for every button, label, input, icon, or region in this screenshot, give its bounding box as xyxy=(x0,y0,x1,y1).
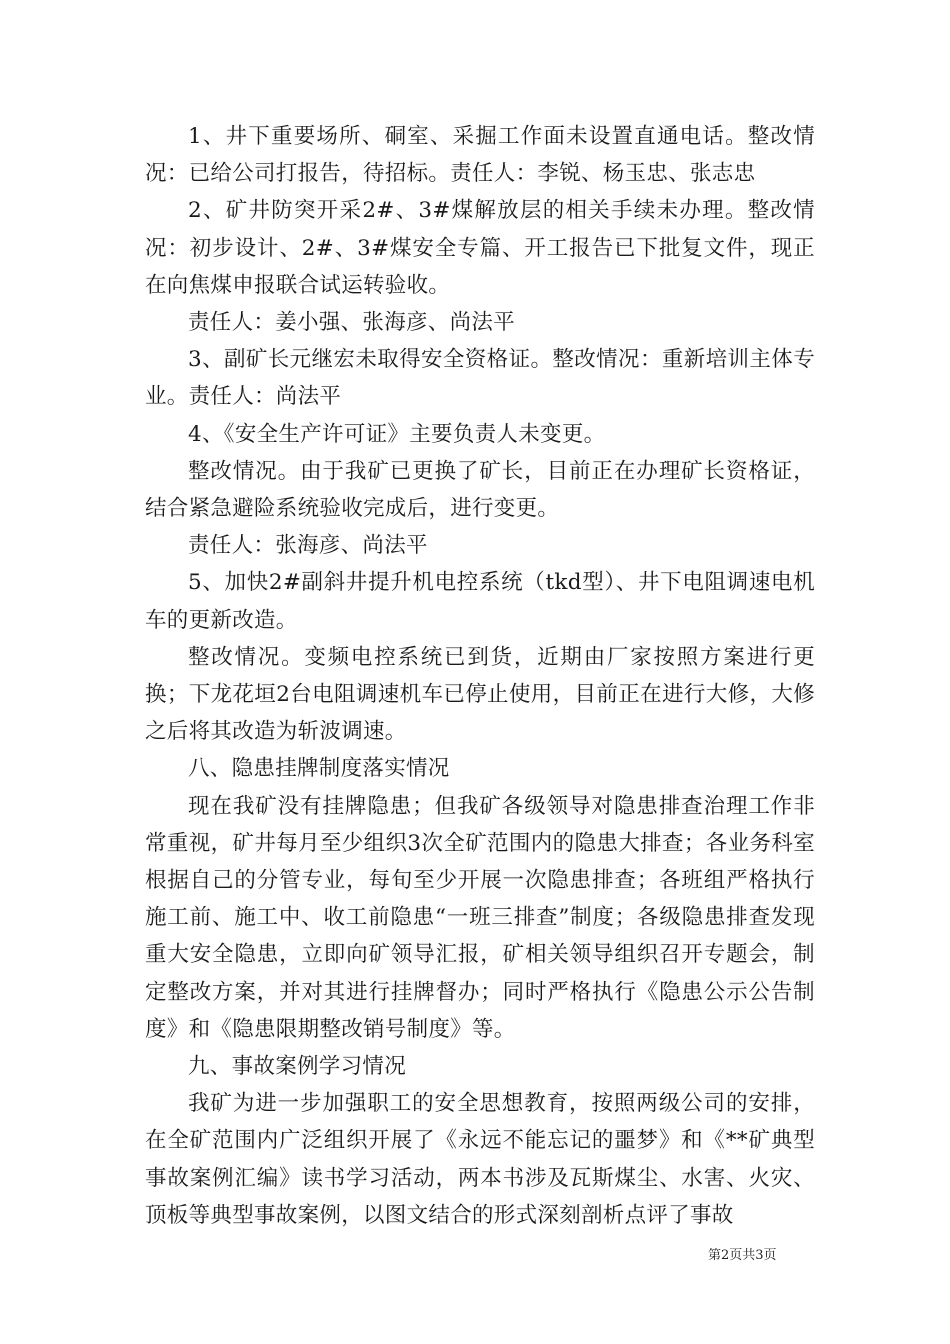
paragraph-rectification-4: 整改情况。由于我矿已更换了矿长，目前正在办理矿长资格证，结合紧急避险系统验收完成后，进行变更。 xyxy=(145,458,815,522)
paragraph-responsible-2: 责任人：姜小强、张海彦、尚法平 xyxy=(188,310,516,336)
section-heading-8: 八、隐患挂牌制度落实情况 xyxy=(188,756,450,782)
paragraph-item-2: 2、矿井防突开采2#、3#煤解放层的相关手续未办理。整改情况：初步设计、2#、3#煤安全专篇、开工报告已下批复文件，现正在向焦煤申报联合试运转验收。 xyxy=(145,198,815,298)
document-body xyxy=(145,118,815,1234)
paragraph-item-4: 4、《安全生产许可证》主要负责人未变更。 xyxy=(188,421,606,447)
paragraph-item-1: 1、井下重要场所、硐室、采掘工作面未设置直通电话。整改情况：已给公司打报告，待招标。责任人：李锐、杨玉忠、张志忠 xyxy=(145,124,815,187)
paragraph-responsible-4: 责任人：张海彦、尚法平 xyxy=(188,533,428,559)
paragraph-rectification-5: 整改情况。变频电控系统已到货，近期由厂家按照方案进行更换；下龙花垣2台电阻调速机车已停止使用，目前正在进行大修，大修之后将其改造为斩波调速。 xyxy=(145,644,815,745)
section-heading-9: 九、事故案例学习情况 xyxy=(188,1054,407,1080)
paragraph-case-study: 我矿为进一步加强职工的安全思想教育，按照两级公司的安排，在全矿范围内广泛组织开展了《永远不能忘记的噩梦》和《**矿典型事故案例汇编》读书学习活动，两本书涉及瓦斯煤尘、水害、火灾、顶板等典型事故案例，以图文结合的形式深刻剖析点评了事故 xyxy=(145,1091,815,1228)
paragraph-hazard-tagging: 现在我矿没有挂牌隐患；但我矿各级领导对隐患排查治理工作非常重视，矿井每月至少组织3次全矿范围内的隐患大排查；各业务科室根据自己的分管专业，每旬至少开展一次隐患排查；各班组严格执行施工前、施工中、收工前隐患“一班三排查”制度；各级隐患排查发现重大安全隐患，立即向矿领导汇报，矿相关领导组织召开专题会，制定整改方案，并对其进行挂牌督办；同时严格执行《隐患公示公告制度》和《隐患限期整改销号制度》等。 xyxy=(145,793,815,1042)
paragraph-item-3: 3、副矿长元继宏未取得安全资格证。整改情况：重新培训主体专业。责任人：尚法平 xyxy=(145,347,815,410)
paragraph-item-5: 5、加快2#副斜井提升机电控系统（tkd型）、井下电阻调速电机车的更新改造。 xyxy=(145,570,815,633)
page-number: 第2页共3页 xyxy=(708,1248,777,1263)
